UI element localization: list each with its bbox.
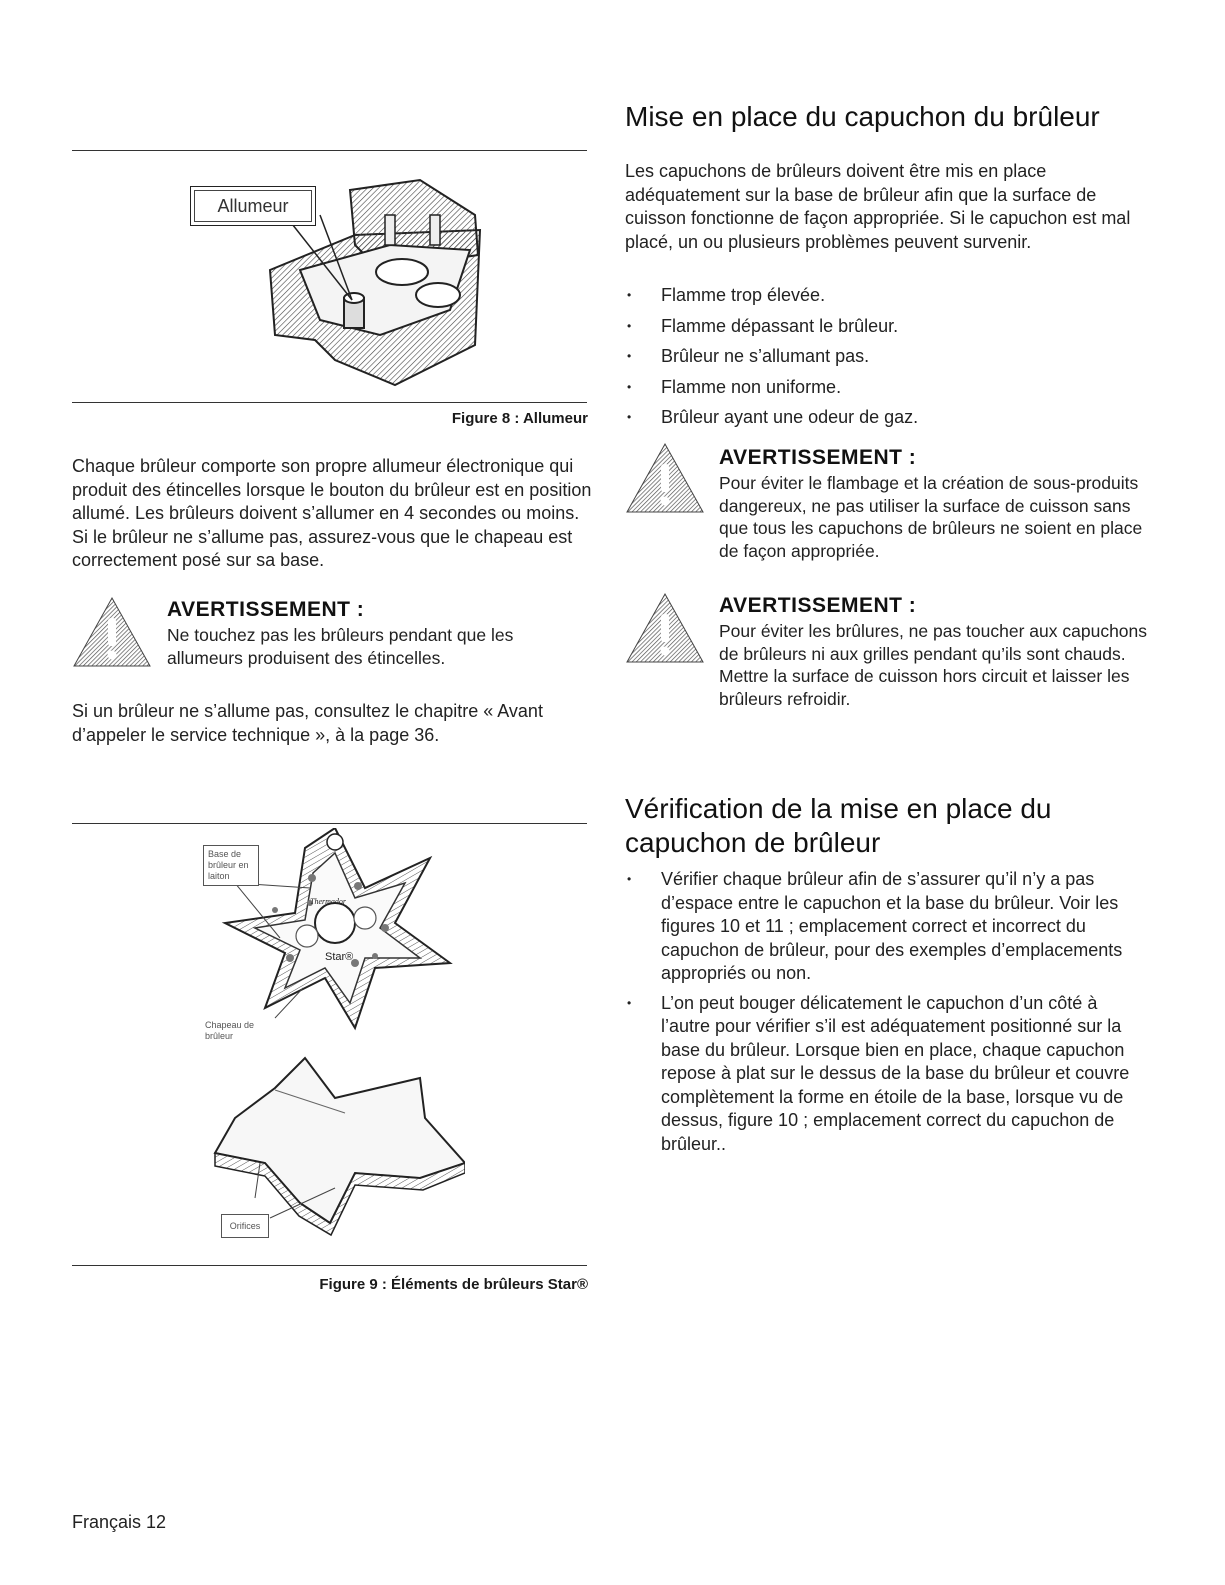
warning-triangle-icon	[72, 596, 152, 668]
burner-cap-label: Chapeau de brûleur	[205, 1020, 261, 1042]
list-item: • Brûleur ne s’allumant pas.	[627, 346, 870, 366]
heading-cap-placement: Mise en place du capuchon du brûleur	[625, 101, 1100, 132]
warning-igniter	[167, 598, 587, 669]
warning-title: AVERTISSEMENT :	[719, 594, 917, 617]
warning-text: Ne touchez pas les brûleurs pendant que les allumeurs produisent des étincelles.	[167, 625, 514, 668]
warning-title: AVERTISSEMENT :	[167, 598, 365, 621]
thermador-brand-text: Thermador	[310, 897, 347, 906]
figure8-top-rule	[72, 150, 587, 151]
list-item: • Brûleur ayant une odeur de gaz.	[627, 407, 919, 427]
service-paragraph: Si un brûleur ne s’allume pas, consultez le chapitre « Avant d’appeler le service technique », à la page 36.	[72, 701, 543, 745]
orifices-label: Orifices	[221, 1214, 269, 1238]
cap-placement-intro: Les capuchons de brûleurs doivent être mis en place adéquatement sur la base de brûleur afin que la surface de cuisson fonctionne de façon appropriée. Si le capuchon est mal placé, un ou plusieurs problèmes peuvent survenir.	[625, 161, 1131, 252]
page-footer: Français 12	[72, 1512, 167, 1532]
warning-text: Pour éviter les brûlures, ne pas toucher aux capuchons de brûleurs ni aux grilles pendant qu’ils sont chauds. Mettre la surface de cuisson hors circuit et laisser les brûleurs refroidir.	[719, 621, 1148, 709]
list-item: • Vérifier chaque brûleur afin de s’assurer qu’il n’y a pas d’espace entre le capuchon et la base du brûleur. Voir les figures 10 et 11 ; emplacement correct et incorrect du capuchon de brûleur, pour des exemples d’emplacements appropriés ou non.	[627, 869, 1123, 983]
warning-text: Pour éviter le flambage et la création de sous-produits dangereux, ne pas utiliser la surface de cuisson sans que tous les capuchons de brûleurs ne soient en place de façon appropriée.	[719, 473, 1143, 561]
problem-list	[625, 280, 1145, 433]
warning-triangle-icon	[625, 442, 705, 514]
list-item: • Flamme non uniforme.	[627, 376, 842, 397]
list-item: • Flamme dépassant le brûleur.	[627, 315, 899, 336]
figure8-bottom-rule	[72, 402, 587, 403]
list-item: • Flamme trop élevée.	[627, 285, 826, 305]
warning-burns	[719, 594, 1149, 710]
figure9-caption: Figure 9 : Éléments de brûleurs Star®	[319, 1276, 588, 1293]
list-item: • L’on peut bouger délicatement le capuchon d’un côté à l’autre pour vérifier s’il est adéquatement positionné sur la base du brûleur. Lorsque bien en place, chaque capuchon repose à plat sur le dessus de la base du brûleur et couvre complètement la forme en étoile de la base, lorsque vu de dessus, figure 10 ; emplacement correct du capuchon de brûleur..	[627, 992, 1130, 1154]
figure9-top-rule	[72, 823, 587, 824]
warning-title: AVERTISSEMENT :	[719, 446, 917, 469]
warning-triangle-icon	[625, 592, 705, 664]
igniter-paragraph: Chaque brûleur comporte son propre allumeur électronique qui produit des étincelles lorsque le bouton du brûleur est en position allumé. Les brûleurs doivent s’allumer en 4 secondes ou moins. Si le brûleur ne s’allume pas, assurez-vous que le chapeau est correctement posé sur sa base.	[72, 456, 592, 570]
star-brand-text: Star®	[325, 951, 354, 963]
heading-cap-verification: Vérification de la mise en place du capuchon de brûleur	[625, 793, 1052, 858]
igniter-callout-label: Allumeur	[217, 195, 289, 216]
igniter-callout	[190, 186, 316, 226]
warning-flambage	[719, 446, 1149, 562]
brass-base-label: Base de brûleur en laiton	[203, 845, 259, 886]
figure9-bottom-rule	[72, 1265, 587, 1266]
figure8-caption: Figure 8 : Allumeur	[451, 410, 588, 427]
verification-list	[625, 868, 1145, 1156]
